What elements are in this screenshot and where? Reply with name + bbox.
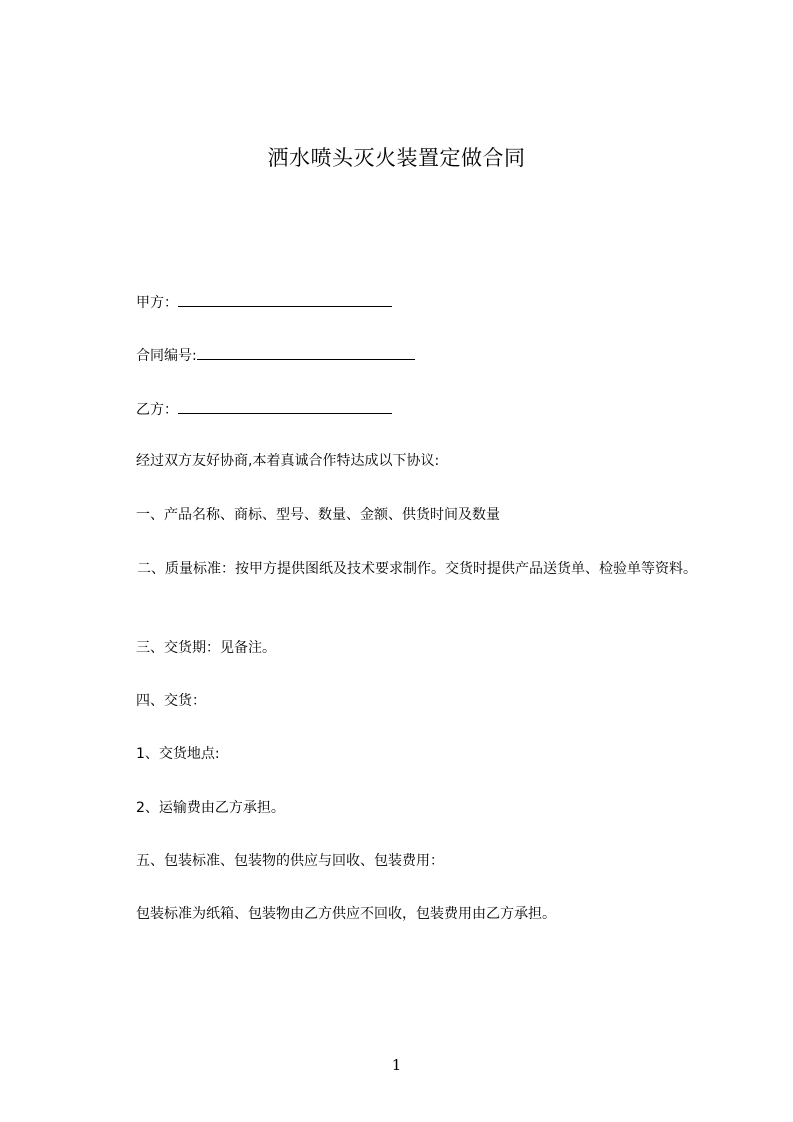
clause-3: 三、交货期：见备注。: [136, 640, 276, 656]
party-a-line: [136, 291, 392, 313]
clause-5: 五、包装标准、包装物的供应与回收、包装费用：: [136, 853, 444, 869]
clause-4-1: 1、交货地点:: [136, 746, 220, 762]
clause-4-2: 2、运输费由乙方承担。: [136, 800, 285, 816]
contract-no-label: 合同编号:: [136, 348, 197, 364]
party-b-blank: [178, 398, 392, 414]
clause-5-text: 包装标准为纸箱、包装物由乙方供应不回收，包装费用由乙方承担。: [136, 906, 556, 922]
contract-no-blank: [197, 344, 415, 360]
clause-1: 一、产品名称、商标、型号、数量、金额、供货时间及数量: [136, 507, 500, 523]
contract-no-line: [136, 344, 415, 366]
clause-4: 四、交货：: [136, 693, 206, 709]
document-title: 洒水喷头灭火装置定做合同: [267, 146, 526, 170]
clause-2: 二、质量标准：按甲方提供图纸及技术要求制作。交货时提供产品送货单、检验单等资料。: [137, 561, 697, 577]
party-b-label: 乙方：: [136, 402, 178, 418]
party-a-blank: [178, 291, 392, 307]
page-number: 1: [391, 1056, 402, 1074]
party-a-label: 甲方：: [136, 295, 178, 311]
party-b-line: [136, 398, 392, 420]
intro-text: 经过双方友好协商,本着真诚合作特达成以下协议:: [136, 453, 440, 469]
